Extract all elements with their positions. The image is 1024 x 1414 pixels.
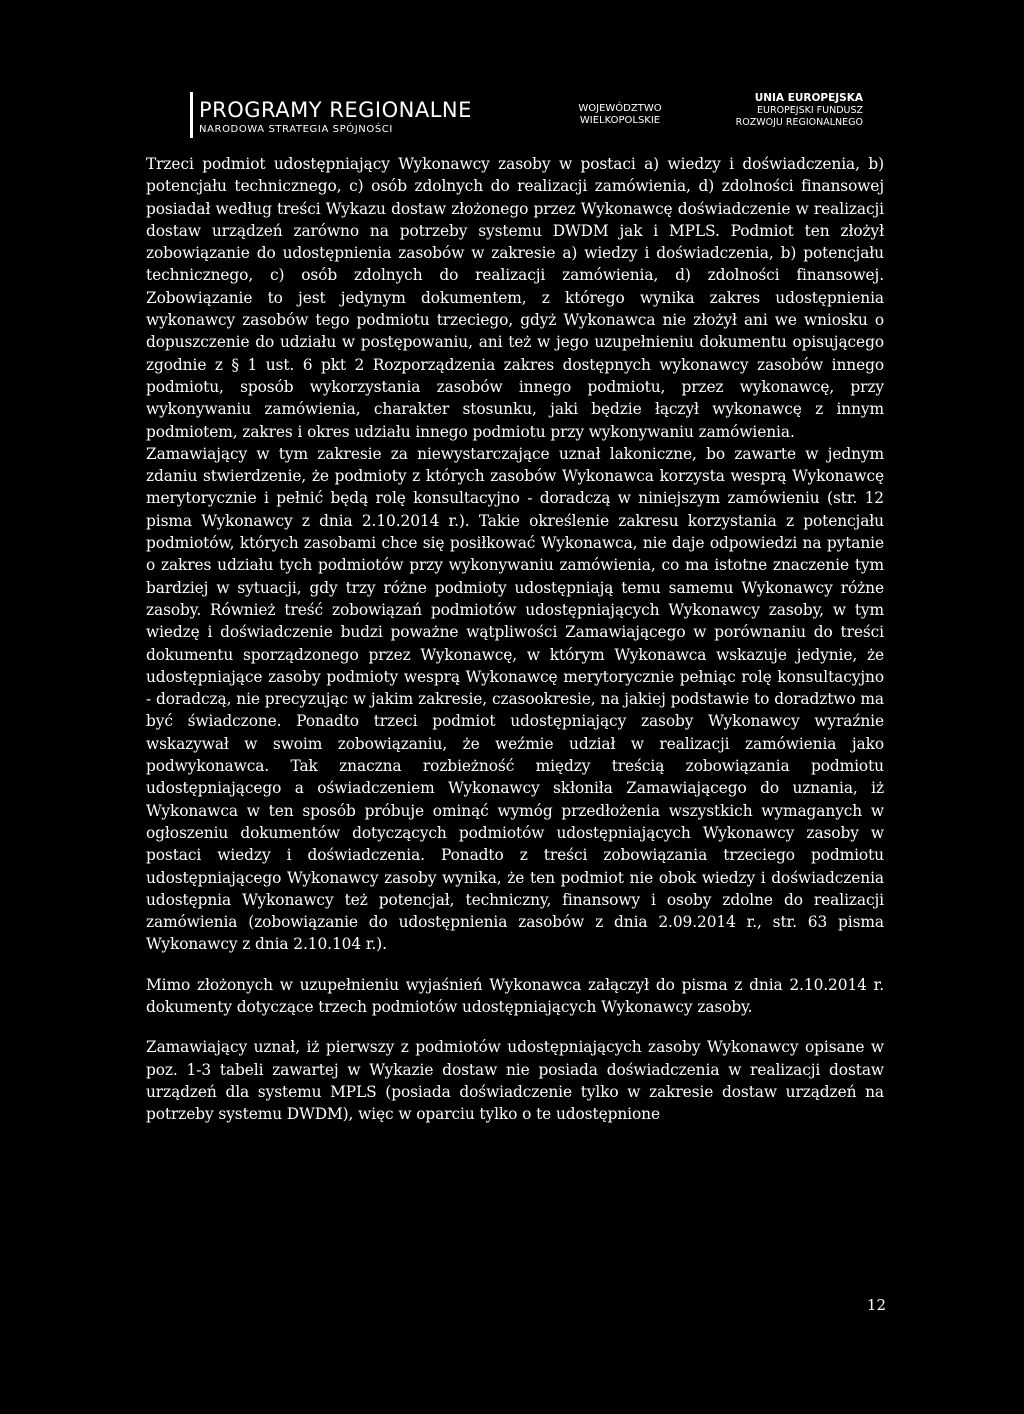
paragraph-2: Zamawiający w tym zakresie za niewystarczające uznał lakoniczne, bo zawarte w jednym zdaniu stwierdzenie, że podmioty z których zasobów Wykonawca korzysta wesprą Wykonawcę merytorycznie i pełnić będą rolę konsultacyjno - doradczą w niniejszym zamówieniu (str. 12 pisma Wykonawcy z dnia 2.10.2014 r.). Takie określenie zakresu korzystania z potencjału podmiotów, których zasobami chce się posiłkować Wykonawca, nie daje odpowiedzi na pytanie o zakres udziału tych podmiotów przy wykonywaniu zamówienia, co ma istotne znaczenie tym bardziej w sytuacji, gdy trzy różne podmioty udostępniają temu samemu Wykonawcy różne zasoby. Również treść zobowiązań podmiotów udostępniających Wykonawcy zasoby, w tym wiedzę i doświadczenie budzi poważne wątpliwości Zamawiającego w porównaniu do treści dokumentu sporządzonego przez Wykonawcę, w którym Wykonawca wskazuje jedynie, że udostępniające zasoby podmioty wesprą Wykonawcę merytorycznie pełniąc rolę konsultacyjno - doradczą, nie precyzując w jakim zakresie, czasookresie, na jakiej podstawie to doradztwo ma być świadczone. Ponadto trzeci podmiot udostępniający zasoby Wykonawcy wyraźnie wskazywał w swoim zobowiązaniu, że weźmie udział w realizacji zamówienia jako podwykonawca. Tak znaczna rozbieżność między treścią zobowiązania podmiotu udostępniającego a oświadczeniem Wykonawcy skłoniła Zamawiającego do uznania, iż Wykonawca w ten sposób próbuje ominąć wymóg przedłożenia wszystkich wymaganych w ogłoszeniu dokumentów dotyczących podmiotów udostępniających Wykonawcy zasoby w postaci wiedzy i doświadczenia. Ponadto z treści zobowiązania trzeciego podmiotu udostępniającego Wykonawcy zasoby wynika, że ten podmiot nie obok wiedzy i doświadczenia udostępnia Wykonawcy też potencjał, techniczny, finansowy i osoby zdolne do realizacji zamówienia (zobowiązanie do udostępnienia zasobów z dnia 2.09.2014 r., str. 63 pisma Wykonawcy z dnia 2.10.104 r.). [146, 444, 884, 954]
region-line-2: WIELKOPOLSKIE [579, 115, 661, 126]
program-subtitle: NARODOWA STRATEGIA SPÓJNOŚCI [199, 124, 393, 135]
region-line-1: WOJEWÓDZTWO [578, 103, 662, 114]
eu-line-3: ROZWOJU REGIONALNEGO [735, 117, 863, 128]
eu-line-2: EUROPEJSKI FUNDUSZ [757, 104, 863, 116]
page-number: 12 [866, 1296, 886, 1314]
program-title: PROGRAMY REGIONALNE [199, 98, 472, 122]
paragraph-4: Zamawiający uznał, iż pierwszy z podmiotów udostępniających zasoby Wykonawcy opisane w poz. 1-3 tabeli zawartej w Wykazie dostaw nie posiada doświadczenia w realizacji dostaw urządzeń dla systemu MPLS (posiada doświadczenie tylko w zakresie dostaw urządzeń na potrzeby systemu DWDM), więc w oparciu tylko o te udostępnione [146, 1038, 884, 1124]
paragraph-3: Mimo złożonych w uzupełnieniu wyjaśnień Wykonawca załączył do pisma z dnia 2.10.2014 r. dokumenty dotyczące trzech podmiotów udostępniających Wykonawcy zasoby. [146, 975, 884, 1016]
page-header [0, 0, 1024, 150]
document-body [146, 153, 884, 1125]
region-logo [560, 103, 680, 127]
eu-line-1: UNIA EUROPEJSKA [754, 92, 863, 104]
header-divider [190, 92, 193, 138]
eu-logo [695, 92, 863, 130]
paragraph-1: Trzeci podmiot udostępniający Wykonawcy zasoby w postaci a) wiedzy i doświadczenia, b) potencjału technicznego, c) osób zdolnych do realizacji zamówienia, d) zdolności finansowej posiadał według treści Wykazu dostaw złożonego przez Wykonawcę doświadczenie w realizacji dostaw urządzeń zarówno na potrzeby systemu DWDM jak i MPLS. Podmiot ten złożył zobowiązanie do udostępnienia zasobów w zakresie a) wiedzy i doświadczenia, b) potencjału technicznego, c) osób zdolnych do realizacji zamówienia, d) zdolności finansowej. Zobowiązanie to jest jedynym dokumentem, z którego wynika zakres udostępnienia wykonawcy zasobów tego podmiotu trzeciego, gdyż Wykonawca nie złożył ani we wniosku o dopuszczenie do udziału w postępowaniu, ani też w jego uzupełnieniu dokumentu opisującego zgodnie z § 1 ust. 6 pkt 2 Rozporządzenia zakres dostępnych wykonawcy zasobów innego podmiotu, sposób wykorzystania zasobów innego podmiotu, przez wykonawcę, przy wykonywaniu zamówienia, charakter stosunku, jaki będzie łączył wykonawcę z innym podmiotem, zakres i okres udziału innego podmiotu przy wykonywaniu zamówienia. [146, 155, 884, 441]
